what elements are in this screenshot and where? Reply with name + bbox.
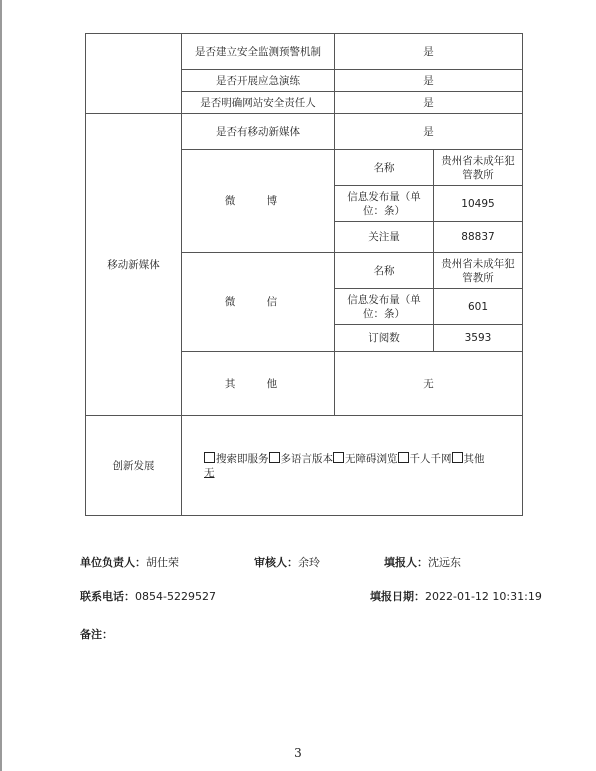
weixin-name-label: 名称 [335, 253, 434, 289]
weixin-subs-value: 3593 [434, 325, 523, 352]
filler-value: 沈远东 [428, 556, 461, 569]
weixin-posts-value: 601 [434, 289, 523, 325]
unit-head-value: 胡仕荣 [146, 556, 179, 569]
reviewer [254, 554, 320, 570]
row-label: 是否开展应急演练 [182, 70, 335, 92]
weibo-posts-value: 10495 [434, 186, 523, 222]
weixin-subs-label: 订阅数 [335, 325, 434, 352]
option-search-service[interactable]: 搜索即服务 [204, 453, 269, 465]
checkbox[interactable] [269, 452, 280, 463]
checkbox[interactable] [398, 452, 409, 463]
date-value: 2022-01-12 10:31:19 [425, 590, 542, 603]
other-media-label: 其 他 [182, 352, 335, 416]
filler-label: 填报人： [384, 556, 428, 569]
checkbox[interactable] [333, 452, 344, 463]
filler [384, 554, 461, 570]
page-edge [0, 0, 2, 771]
weibo-name-label: 名称 [335, 150, 434, 186]
remarks [80, 626, 113, 642]
weixin-label: 微 信 [182, 253, 335, 352]
report-table [85, 33, 523, 516]
other-media-value: 无 [335, 352, 523, 416]
weibo-posts-label: 信息发布量（单位：条） [335, 186, 434, 222]
option-other[interactable]: 其他 [452, 453, 485, 465]
option-multilingual[interactable]: 多语言版本 [269, 453, 334, 465]
option-accessibility[interactable]: 无障碍浏览 [333, 453, 398, 465]
checkbox[interactable] [204, 452, 215, 463]
page-number: 3 [294, 746, 302, 760]
row-value: 是 [335, 34, 523, 70]
innovation-options-cell [182, 416, 523, 516]
table-row [86, 114, 523, 150]
phone-value: 0854-5229527 [135, 590, 216, 603]
table-row [86, 34, 523, 70]
reviewer-label: 审核人： [254, 556, 298, 569]
table-row [86, 416, 523, 516]
weibo-label: 微 博 [182, 150, 335, 253]
date-label: 填报日期： [370, 590, 425, 603]
contact-phone [80, 588, 216, 604]
row-value: 是 [335, 92, 523, 114]
row-label: 是否建立安全监测预警机制 [182, 34, 335, 70]
checkbox[interactable] [452, 452, 463, 463]
unit-head-label: 单位负责人： [80, 556, 146, 569]
weixin-posts-label: 信息发布量（单位：条） [335, 289, 434, 325]
weibo-follow-value: 88837 [434, 222, 523, 253]
weibo-follow-label: 关注量 [335, 222, 434, 253]
row-label: 是否有移动新媒体 [182, 114, 335, 150]
innovation-section-label: 创新发展 [86, 416, 182, 516]
weibo-name-value: 贵州省未成年犯管教所 [434, 150, 523, 186]
mobile-media-section-label: 移动新媒体 [86, 114, 182, 416]
blank-section-cell [86, 34, 182, 114]
row-label: 是否明确网站安全责任人 [182, 92, 335, 114]
phone-label: 联系电话： [80, 590, 135, 603]
fill-date [370, 588, 542, 604]
reviewer-value: 余玲 [298, 556, 320, 569]
unit-head [80, 554, 179, 570]
row-value: 是 [335, 70, 523, 92]
row-value: 是 [335, 114, 523, 150]
remarks-label: 备注： [80, 628, 113, 641]
option-personalized[interactable]: 千人千网 [398, 453, 452, 465]
weixin-name-value: 贵州省未成年犯管教所 [434, 253, 523, 289]
innovation-other-value: 无 [204, 466, 215, 479]
